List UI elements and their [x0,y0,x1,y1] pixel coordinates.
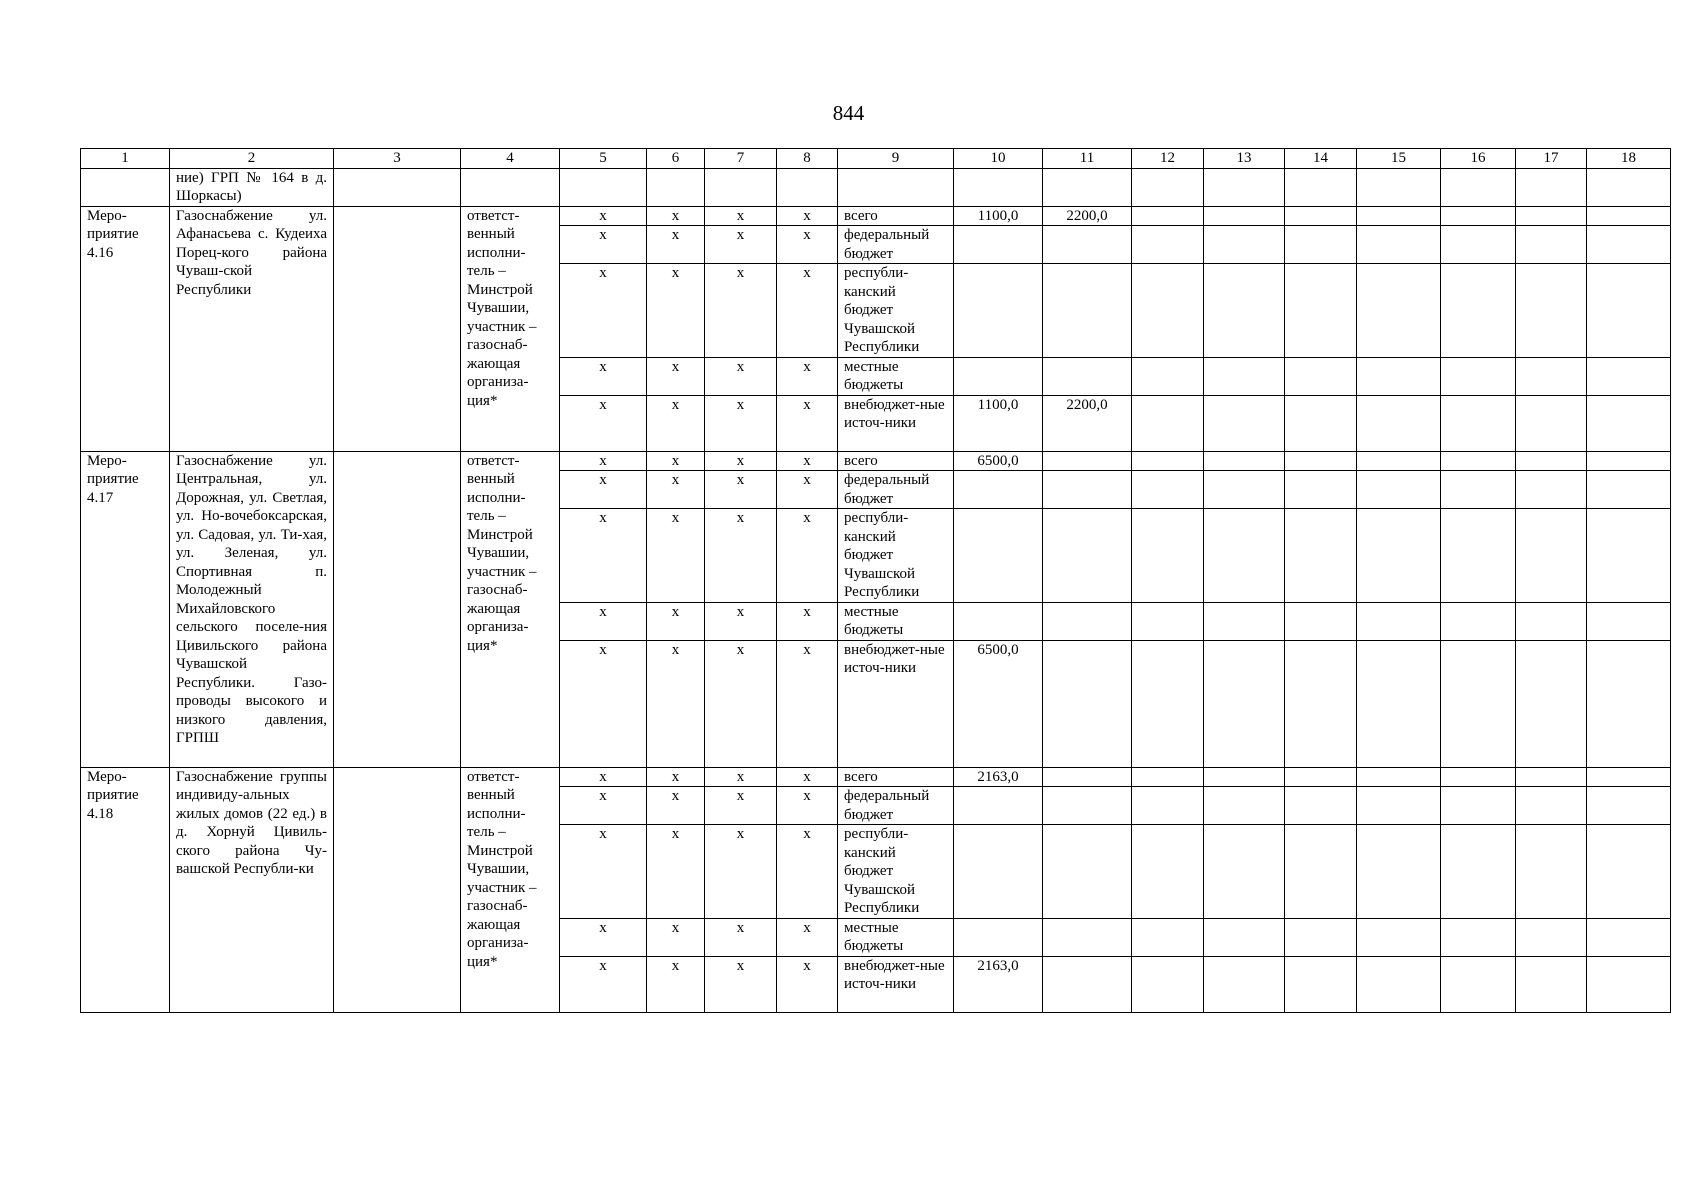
empty-cell [1441,471,1516,509]
value-col11 [1043,767,1132,787]
empty-cell [1204,787,1285,825]
value-col10: 2163,0 [954,956,1043,1012]
empty-cell [1441,509,1516,603]
header-cell: 4 [461,149,560,169]
x-mark: x [777,602,838,640]
empty-cell [1441,825,1516,919]
funding-source: федеральный бюджет [838,226,954,264]
measure-executor: ответст- венный исполни- тель – Минстрой Чувашии, участник – газоснаб- жающая организа- ция* [461,206,560,451]
x-mark: x [705,471,777,509]
empty-cell [1204,451,1285,471]
x-mark: x [647,640,705,767]
value-col11 [1043,956,1132,1012]
header-cell: 1 [81,149,170,169]
value-col10: 2163,0 [954,767,1043,787]
empty-cell [1587,825,1671,919]
empty-cell [1285,226,1357,264]
x-mark: x [777,395,838,451]
empty-cell [1132,264,1204,358]
empty-cell [1516,956,1587,1012]
header-cell: 6 [647,149,705,169]
empty-cell [1587,357,1671,395]
header-cell: 2 [170,149,334,169]
empty-cell [1587,956,1671,1012]
empty-cell [1204,956,1285,1012]
x-mark: x [705,640,777,767]
funding-source: внебюджет-ные источ-ники [838,640,954,767]
x-mark: x [777,825,838,919]
empty-cell [1132,602,1204,640]
x-mark: x [777,767,838,787]
value-col11 [1043,787,1132,825]
empty-cell [1285,206,1357,226]
value-col11: 2200,0 [1043,206,1132,226]
x-mark: x [647,918,705,956]
x-mark: x [560,640,647,767]
x-mark: x [705,787,777,825]
empty-cell [1285,471,1357,509]
value-col11 [1043,918,1132,956]
value-col11 [1043,602,1132,640]
empty-cell [1357,767,1441,787]
x-mark: x [647,825,705,919]
empty-cell [1357,787,1441,825]
empty-cell [1516,206,1587,226]
x-mark: x [647,602,705,640]
empty-cell [1204,918,1285,956]
empty-cell [1516,451,1587,471]
header-cell: 18 [1587,149,1671,169]
header-cell: 16 [1441,149,1516,169]
funding-source: местные бюджеты [838,357,954,395]
empty-cell [1132,395,1204,451]
value-col10 [954,471,1043,509]
empty-cell [1285,825,1357,919]
empty-cell [1285,395,1357,451]
empty-cell [1285,640,1357,767]
header-cell: 11 [1043,149,1132,169]
empty-cell [1516,640,1587,767]
table-row [81,451,1671,471]
header-cell: 5 [560,149,647,169]
x-mark: x [705,767,777,787]
x-mark: x [647,357,705,395]
empty-cell [1587,471,1671,509]
empty-cell [1587,767,1671,787]
x-mark: x [647,395,705,451]
empty-cell [1357,918,1441,956]
x-mark: x [560,395,647,451]
empty-cell [1441,787,1516,825]
value-col10 [954,226,1043,264]
empty-cell [1441,956,1516,1012]
x-mark: x [777,787,838,825]
header-cell: 7 [705,149,777,169]
page-number: 844 [832,101,865,125]
x-mark: x [560,226,647,264]
funding-source: республи- канский бюджет Чувашской Республики [838,509,954,603]
x-mark: x [777,206,838,226]
empty-cell [1285,264,1357,358]
empty-cell [1516,395,1587,451]
value-col10: 1100,0 [954,395,1043,451]
value-col10 [954,602,1043,640]
funding-source: республи- канский бюджет Чувашской Республики [838,264,954,358]
empty-cell [1132,825,1204,919]
empty-cell [1357,357,1441,395]
empty-cell [1516,918,1587,956]
x-mark: x [705,602,777,640]
funding-source: местные бюджеты [838,602,954,640]
header-cell: 10 [954,149,1043,169]
value-col10: 6500,0 [954,640,1043,767]
empty-cell [1204,471,1285,509]
empty-cell [1441,206,1516,226]
funding-source: всего [838,767,954,787]
empty-cell [1132,451,1204,471]
header-cell: 13 [1204,149,1285,169]
empty-cell [1357,602,1441,640]
empty-cell [1516,471,1587,509]
x-mark: x [777,471,838,509]
value-col11 [1043,226,1132,264]
continuation-row [81,168,1671,206]
empty-cell [1132,956,1204,1012]
x-mark: x [647,226,705,264]
x-mark: x [705,956,777,1012]
x-mark: x [647,206,705,226]
x-mark: x [647,264,705,358]
measure-number: Меро- приятие 4.18 [81,767,170,1012]
table-body [81,168,1671,1012]
empty-cell [1516,509,1587,603]
funding-source: местные бюджеты [838,918,954,956]
empty-cell [1357,451,1441,471]
empty-cell [1285,787,1357,825]
empty-cell [1132,206,1204,226]
empty-cell [1285,451,1357,471]
empty-cell [1441,264,1516,358]
value-col10 [954,787,1043,825]
empty-cell [1357,226,1441,264]
value-col10 [954,825,1043,919]
funding-source: федеральный бюджет [838,787,954,825]
x-mark: x [560,264,647,358]
measure-col3 [334,767,461,1012]
x-mark: x [705,357,777,395]
empty-cell [1516,825,1587,919]
empty-cell [1132,226,1204,264]
empty-cell [1132,509,1204,603]
empty-cell [1285,509,1357,603]
value-col10 [954,264,1043,358]
header-cell: 17 [1516,149,1587,169]
x-mark: x [705,395,777,451]
empty-cell [1441,395,1516,451]
empty-cell [1285,357,1357,395]
value-col11 [1043,825,1132,919]
x-mark: x [705,226,777,264]
empty-cell [1587,206,1671,226]
value-col10: 6500,0 [954,451,1043,471]
measure-col3 [334,451,461,767]
header-cell: 12 [1132,149,1204,169]
empty-cell [1516,602,1587,640]
empty-cell [1357,206,1441,226]
x-mark: x [560,956,647,1012]
empty-cell [1204,264,1285,358]
x-mark: x [560,451,647,471]
value-col10: 1100,0 [954,206,1043,226]
empty-cell [1441,357,1516,395]
empty-cell [1441,918,1516,956]
empty-cell [1132,918,1204,956]
x-mark: x [777,640,838,767]
x-mark: x [560,471,647,509]
empty-cell [1357,640,1441,767]
x-mark: x [777,451,838,471]
empty-cell [1587,264,1671,358]
x-mark: x [560,767,647,787]
funding-source: внебюджет-ные источ-ники [838,395,954,451]
x-mark: x [705,451,777,471]
empty-cell [1357,956,1441,1012]
empty-cell [1587,509,1671,603]
header-cell: 14 [1285,149,1357,169]
empty-cell [1204,602,1285,640]
value-col11 [1043,451,1132,471]
x-mark: x [777,956,838,1012]
table-row [81,206,1671,226]
empty-cell [1357,471,1441,509]
empty-cell [1357,825,1441,919]
measure-number: Меро- приятие 4.17 [81,451,170,767]
funding-source: внебюджет-ные источ-ники [838,956,954,1012]
header-cell: 3 [334,149,461,169]
x-mark: x [705,918,777,956]
value-col11 [1043,640,1132,767]
empty-cell [1587,640,1671,767]
measure-title: Газоснабжение группы индивиду-альных жилых домов (22 ед.) в д. Хорнуй Цивиль-ского района Чу-вашской Республи-ки [170,767,334,1012]
value-col10 [954,918,1043,956]
measure-executor: ответст- венный исполни- тель – Минстрой Чувашии, участник – газоснаб- жающая организа- ция* [461,451,560,767]
x-mark: x [777,357,838,395]
cont-col2: ние) ГРП № 164 в д. Шоркасы) [170,168,334,206]
empty-cell [1204,509,1285,603]
value-col10 [954,509,1043,603]
empty-cell [1516,264,1587,358]
x-mark: x [647,451,705,471]
x-mark: x [560,206,647,226]
value-col11: 2200,0 [1043,395,1132,451]
empty-cell [1441,602,1516,640]
empty-cell [1132,357,1204,395]
empty-cell [1587,395,1671,451]
x-mark: x [777,509,838,603]
x-mark: x [560,509,647,603]
empty-cell [1357,395,1441,451]
empty-cell [1204,767,1285,787]
x-mark: x [777,918,838,956]
measure-title: Газоснабжение ул. Афанасьева с. Кудеиха Порец-кого района Чуваш-ской Республики [170,206,334,451]
header-row [81,149,1671,169]
header-cell: 15 [1357,149,1441,169]
funding-source: федеральный бюджет [838,471,954,509]
x-mark: x [777,226,838,264]
funding-source: всего [838,206,954,226]
empty-cell [1204,640,1285,767]
empty-cell [1587,451,1671,471]
x-mark: x [560,825,647,919]
empty-cell [1132,787,1204,825]
funding-source: всего [838,451,954,471]
empty-cell [1285,767,1357,787]
x-mark: x [705,509,777,603]
empty-cell [1204,825,1285,919]
measure-col3 [334,206,461,451]
header-cell: 8 [777,149,838,169]
empty-cell [1204,206,1285,226]
x-mark: x [560,602,647,640]
x-mark: x [705,264,777,358]
empty-cell [1204,357,1285,395]
empty-cell [1285,602,1357,640]
x-mark: x [647,509,705,603]
empty-cell [1132,471,1204,509]
measure-number: Меро- приятие 4.16 [81,206,170,451]
empty-cell [1441,767,1516,787]
x-mark: x [705,206,777,226]
empty-cell [1204,395,1285,451]
empty-cell [1516,767,1587,787]
empty-cell [1587,602,1671,640]
budget-table [80,148,1671,1013]
empty-cell [1204,226,1285,264]
x-mark: x [647,787,705,825]
x-mark: x [777,264,838,358]
empty-cell [1516,357,1587,395]
value-col11 [1043,471,1132,509]
empty-cell [1285,956,1357,1012]
empty-cell [1587,226,1671,264]
x-mark: x [647,471,705,509]
x-mark: x [647,767,705,787]
x-mark: x [560,357,647,395]
x-mark: x [560,787,647,825]
empty-cell [1516,226,1587,264]
empty-cell [1516,787,1587,825]
value-col10 [954,357,1043,395]
empty-cell [1587,918,1671,956]
funding-source: республи- канский бюджет Чувашской Республики [838,825,954,919]
empty-cell [1587,787,1671,825]
header-cell: 9 [838,149,954,169]
value-col11 [1043,509,1132,603]
measure-title: Газоснабжение ул. Центральная, ул. Дорожная, ул. Светлая, ул. Но-вочебоксарская, ул. Садовая, ул. Ти-хая, ул. Зеленая, ул. Спортивная п. Молодежный Михайловского сельского поселе-ния Цивильского района Чувашской Республики. Газо-проводы высокого и низкого давления, ГРПШ [170,451,334,767]
x-mark: x [705,825,777,919]
measure-executor: ответст- венный исполни- тель – Минстрой Чувашии, участник – газоснаб- жающая организа- ция* [461,767,560,1012]
table-row [81,767,1671,787]
empty-cell [1132,767,1204,787]
empty-cell [1441,640,1516,767]
empty-cell [1441,451,1516,471]
x-mark: x [560,918,647,956]
empty-cell [1285,918,1357,956]
value-col11 [1043,357,1132,395]
empty-cell [1132,640,1204,767]
empty-cell [1357,264,1441,358]
empty-cell [1441,226,1516,264]
value-col11 [1043,264,1132,358]
x-mark: x [647,956,705,1012]
empty-cell [1357,509,1441,603]
cont-col1 [81,168,170,206]
